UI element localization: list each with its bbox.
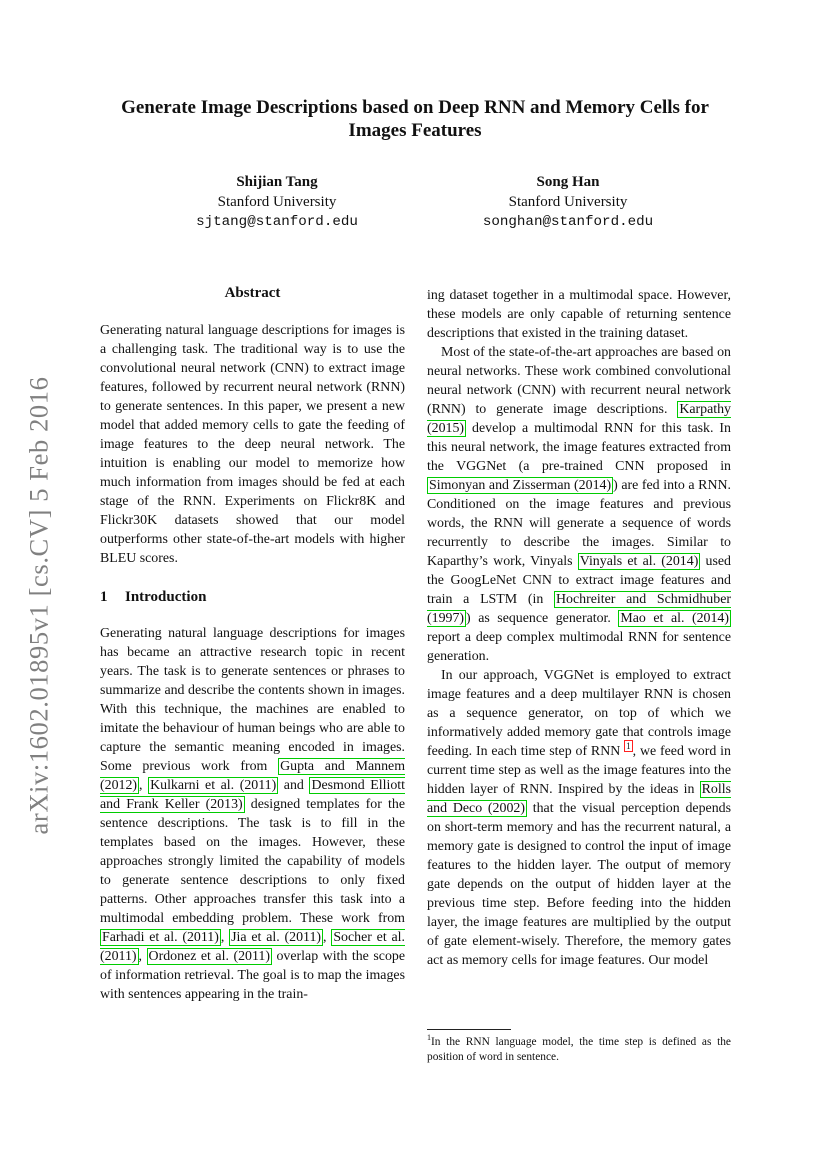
footnote-link[interactable]: 1 <box>626 741 631 752</box>
citation-link[interactable]: Kulkarni et al. (2011) <box>150 778 277 793</box>
body-text: , <box>139 778 149 793</box>
author-email[interactable]: songhan@stanford.edu <box>482 214 654 230</box>
footnote-divider <box>427 1029 511 1030</box>
body-text: Most of the state-of-the-art approaches are based on neural networks. These work combined convolutional neural network (CNN) with recurrent neural network (RNN) to generate image descriptions. <box>427 345 731 417</box>
body-text: , <box>323 930 332 945</box>
author-name: Song Han <box>536 174 600 190</box>
paper-title: Generate Image Descriptions based on Deep RNN and Memory Cells for Images Features <box>121 97 709 141</box>
citation-link[interactable]: Farhadi et al. (2011) <box>102 930 219 945</box>
citation-link[interactable]: Hochreiter and Schmidhuber (1997) <box>427 592 731 626</box>
body-text: , <box>138 949 147 964</box>
body-text: that the visual perception depends on short-term memory and has the recurrent natural, a memory gate is designed to control the input of image features to the hidden layer. The output of memory gate depends on the output of hidden layer at the previous time step. Before feeding into the hidden layer, the image features are multiplied by the output of gate element-wisely. Therefore, the memory gates act as memory cells for image features. Our model <box>427 801 732 968</box>
citation-link[interactable]: Vinyals et al. (2014) <box>579 554 699 569</box>
citation-link[interactable]: Socher et al. (2011) <box>100 930 406 964</box>
author-block-1 <box>127 172 427 232</box>
body-text: designed templates for the sentence descriptions. The task is to fill in the templates based on the images. However, these approaches strongly limited the capability of models to generate sentence descriptions to only fixed patterns. Other approaches transfer this task into a multimodal embedding problem. These work from <box>100 797 405 926</box>
citation-link[interactable]: Ordonez et al. (2011) <box>148 949 270 964</box>
left-column <box>100 283 405 1004</box>
citation-link[interactable]: Karpathy (2015) <box>427 402 731 436</box>
section-heading <box>100 587 405 607</box>
footnote-text: In the RNN language model, the time step is defined as the position of word in sentence. <box>427 1036 731 1063</box>
body-text: used the GoogLeNet CNN to extract image features and train a LSTM (in <box>427 554 732 607</box>
right-column <box>427 286 731 970</box>
body-text: In our approach, VGGNet is employed to extract image features and a deep multilayer RNN is chosen as a sequence generator, on top of which we informatively added memory gate that controls image feeding. In each time step of RNN <box>427 668 731 759</box>
body-text: and <box>278 778 310 793</box>
body-text: overlap with the scope of information retrieval. The goal is to map the images with sentences appearing in the train- <box>100 949 405 1002</box>
intro-paragraph-1-continued: ing dataset together in a multimodal space. However, these models are only capable of returning sentence descriptions that existed in the training dataset. <box>427 288 731 341</box>
citation-link[interactable]: Rolls and Deco (2002) <box>427 782 731 816</box>
body-text: , we feed word in current time step as well as the image features into the hidden layer of RNN. Inspired by the ideas in <box>427 744 731 797</box>
footnote-mark: 1 <box>427 1033 431 1043</box>
citation-link[interactable]: Mao et al. (2014) <box>620 611 730 626</box>
section-title: Introduction <box>125 589 207 605</box>
footnote <box>427 1035 731 1064</box>
body-text: develop a multimodal RNN for this task. In this neural network, the image features extracted from the VGGNet (a pre-trained CNN proposed in <box>427 421 731 474</box>
body-text: , <box>220 930 230 945</box>
body-text: ) are fed into a RNN. Conditioned on the image features and previous words, the RNN will generate a sequence of words recurrently to describe the images. Similar to Kaparthy’s work, Vinyals <box>427 478 731 569</box>
body-text: Generating natural language descriptions for images has became an attractive research topic in recent years. The task is to generate sentences or phrases to summarize and describe the contents shown in images. With this technique, the machines are enabled to imitate the behaviour of human beings who are able to capture the semantic meaning encoded in images. Some previous work from <box>100 626 405 774</box>
author-email[interactable]: sjtang@stanford.edu <box>196 214 358 230</box>
citation-link[interactable]: Jia et al. (2011) <box>231 930 322 945</box>
citation-link[interactable]: Simonyan and Zisserman (2014) <box>429 478 612 493</box>
author-block-2 <box>418 172 718 232</box>
author-name: Shijian Tang <box>236 174 318 190</box>
intro-paragraph-1 <box>100 624 405 1004</box>
body-text: ) as sequence generator. <box>466 611 619 626</box>
arxiv-id: arXiv:1602.01895v1 [cs.CV] 5 Feb 2016 <box>23 376 54 834</box>
intro-paragraph-3 <box>427 666 731 970</box>
intro-paragraph-2 <box>427 343 731 666</box>
abstract-text: Generating natural language descriptions for images is a challenging task. The traditional way is to use the convolutional neural network (CNN) to extract image features, followed by recurrent neural network (RNN) to generate sentences. In this paper, we present a new model that added memory cells to gate the feeding of image features to the deep neural network. The intuition is enabling our model to memorize how much information from images should be fed at each stage of the RNN. Experiments on Flickr8K and Flickr30K datasets showed that our model outperforms other state-of-the-art models with higher BLEU scores. <box>100 323 405 566</box>
citation-link[interactable]: Gupta and Mannem (2012) <box>100 759 406 793</box>
citation-link[interactable]: Desmond Elliott and Frank Keller (2013) <box>100 778 405 812</box>
section-number: 1 <box>100 589 108 605</box>
author-affiliation: Stanford University <box>217 194 337 210</box>
body-text: report a deep complex multimodal RNN for sentence generation. <box>427 630 731 664</box>
arxiv-stamp <box>14 370 64 840</box>
author-affiliation: Stanford University <box>508 194 628 210</box>
abstract-heading: Abstract <box>224 285 281 301</box>
